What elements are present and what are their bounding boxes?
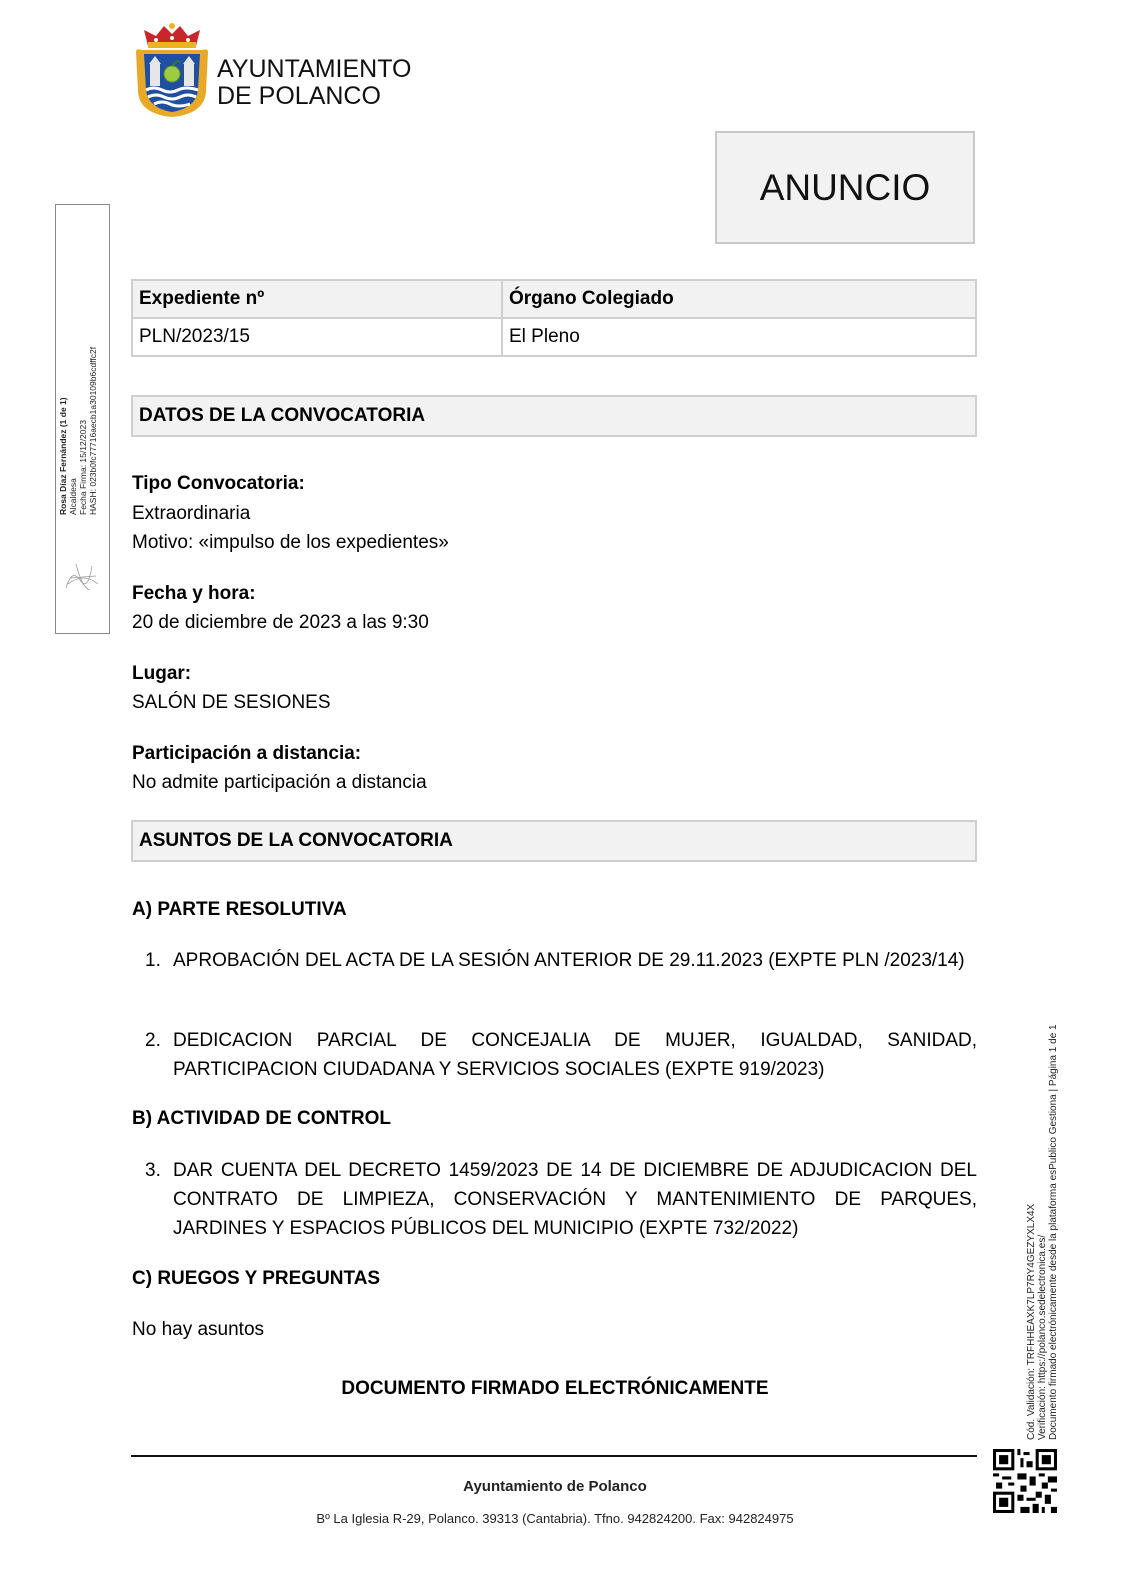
qr-code-icon[interactable]: [993, 1449, 1057, 1513]
fecha-label: Fecha y hora:: [132, 583, 256, 604]
verification-link[interactable]: Verificación: https://polanco.sedelectronica.es/: [1037, 1234, 1048, 1440]
agenda-item-text: DEDICACION PARCIAL DE CONCEJALIA DE MUJER, IGUALDAD, SANIDAD, PARTICIPACION CIUDADANA Y SERVICIOS SOCIALES (EXPTE 919/2023): [173, 1030, 977, 1080]
agenda-item-number: 1.: [145, 950, 161, 971]
agenda-item-text: APROBACIÓN DEL ACTA DE LA SESIÓN ANTERIOR DE 29.11.2023 (EXPTE PLN /2023/14): [173, 950, 965, 971]
tipo-label: Tipo Convocatoria:: [132, 473, 305, 494]
value-organo: El Pleno: [502, 318, 976, 356]
header-expediente: Expediente nº: [132, 280, 502, 318]
signer-name: Rosa Díaz Fernández (1 de 1): [58, 397, 68, 515]
agenda-item: [145, 1156, 977, 1243]
info-table-header-row: [132, 280, 976, 318]
footer-organization: Ayuntamiento de Polanco: [463, 1478, 647, 1495]
handwritten-signature-icon: [62, 558, 102, 594]
fecha-value: 20 de diciembre de 2023 a las 9:30: [132, 612, 429, 633]
signature-hash: HASH: 023b0fc77716aecb1a30109b6cdffc2f: [88, 346, 98, 515]
lugar-value: SALÓN DE SESIONES: [132, 692, 331, 713]
organization-name: [217, 56, 411, 110]
info-table: [131, 279, 977, 357]
validation-note: Documento firmado electrónicamente desde la plataforma esPublico Gestiona | Página 1 de 1: [1048, 1024, 1059, 1440]
subheading-ruegos-preguntas: C) RUEGOS Y PREGUNTAS: [132, 1268, 381, 1289]
tipo-value: Extraordinaria: [132, 503, 251, 524]
signer-role: Alcaldesa: [68, 478, 78, 515]
agenda-item: [145, 946, 977, 975]
footer-address: Bº La Iglesia R-29, Polanco. 39313 (Cantabria). Tfno. 942824200. Fax: 942824975: [316, 1511, 794, 1526]
agenda-item-number: 2.: [145, 1030, 161, 1051]
lugar-label: Lugar:: [132, 663, 192, 684]
validation-details: [1026, 1024, 1059, 1440]
agenda-item-number: 3.: [145, 1160, 161, 1181]
ruegos-value: No hay asuntos: [132, 1319, 265, 1340]
section-header-datos: DATOS DE LA CONVOCATORIA: [131, 395, 977, 437]
agenda-item-text: DAR CUENTA DEL DECRETO 1459/2023 DE 14 DE DICIEMBRE DE ADJUDICACION DEL CONTRATO DE LIMPIEZA, CONSERVACIÓN Y MANTENIMIENTO DE PARQUES, JARDINES Y ESPACIOS PÚBLICOS DEL MUNICIPIO (EXPTE 732/2022): [173, 1160, 977, 1239]
subheading-actividad-control: B) ACTIVIDAD DE CONTROL: [132, 1108, 391, 1129]
signed-notice: DOCUMENTO FIRMADO ELECTRÓNICAMENTE: [341, 1378, 769, 1399]
signature-details: [58, 315, 98, 515]
header-organo: Órgano Colegiado: [502, 280, 976, 318]
signature-date: Fecha Firma: 15/12/2023: [78, 420, 88, 515]
section-header-asuntos: ASUNTOS DE LA CONVOCATORIA: [131, 820, 977, 862]
organization-name-line1: AYUNTAMIENTO: [217, 55, 412, 83]
coat-of-arms-icon: [134, 22, 210, 118]
agenda-item: [145, 1026, 977, 1084]
value-expediente: PLN/2023/15: [132, 318, 502, 356]
participacion-label: Participación a distancia:: [132, 743, 362, 764]
document-type-box: ANUNCIO: [715, 131, 975, 244]
organization-name-line2: DE POLANCO: [217, 82, 381, 110]
footer-divider: [131, 1455, 977, 1457]
participacion-value: No admite participación a distancia: [132, 772, 427, 793]
motivo-value: Motivo: «impulso de los expedientes»: [132, 532, 449, 553]
subheading-parte-resolutiva: A) PARTE RESOLUTIVA: [132, 899, 347, 920]
info-table-value-row: [132, 318, 976, 356]
validation-code: Cód. Validación: TRFHHEAXK7LP7RY4GEZYXLX4X: [1026, 1203, 1037, 1440]
